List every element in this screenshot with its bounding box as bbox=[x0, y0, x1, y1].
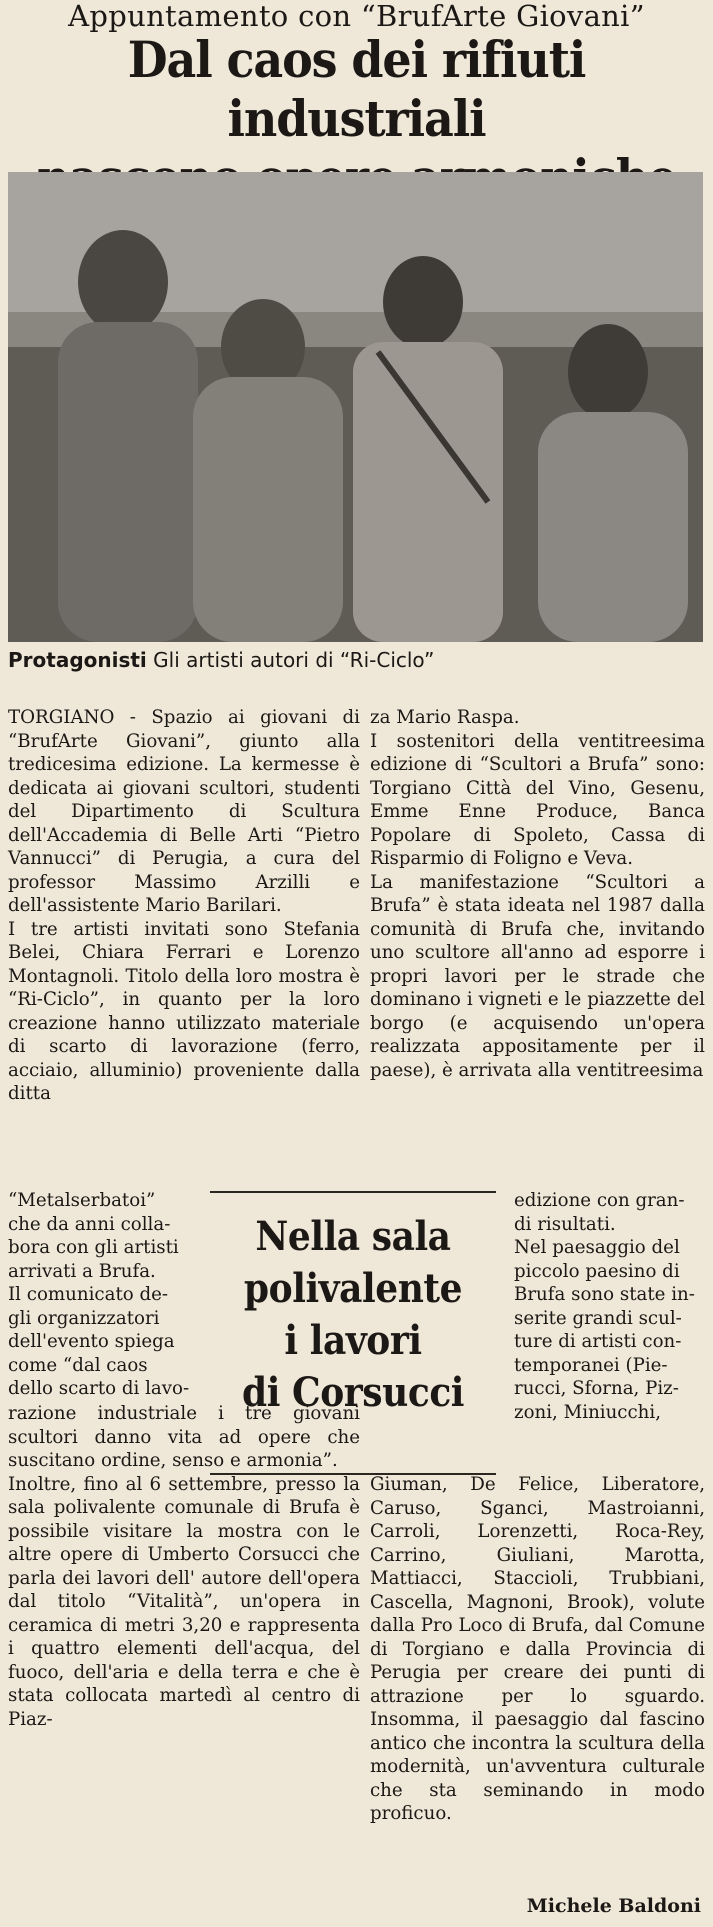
box-title bbox=[224, 1211, 481, 1419]
paragraph: razione industriale i tre giovani scultori danno vita ad opere che suscitano ordine, senso e armonia”. bbox=[8, 1403, 360, 1471]
text-line: Nel paesaggio del bbox=[514, 1237, 680, 1258]
paragraph: Giuman, De Felice, Liberatore, Caruso, Sganci, Mastroianni, Carroli, Lorenzetti, Roca-Rey, Carrino, Giuliani, Marotta, Mattiacci, Staccioli, Trubbiani, Cascella, Magnoni, Brook), volute dalla Pro Loco di Brufa, dal Comune di Torgiano e dalla Provincia di Perugia per creare dei punti di attrazione per lo sguardo. Insomma, il paesaggio dal fascino antico che incontra la scultura della modernità, un'avventura culturale che sta seminando in modo proficuo. bbox=[370, 1474, 705, 1824]
paragraph: TORGIANO - Spazio ai giovani di “BrufArte Giovani”, giunto alla tredicesima edizione. La kermesse è dedicata ai giovani scultori, studenti del Dipartimento di Scultura dell'Accademia di Belle Arti “Pietro Vannucci” di Perugia, a cura del professor Massimo Arzilli e dell'assistente Mario Barilari. bbox=[8, 707, 360, 916]
caption-label: Protagonisti bbox=[8, 648, 147, 672]
box-title-line: Nella sala bbox=[255, 1213, 451, 1260]
headline-line-1: Dal caos dei rifiuti industriali bbox=[127, 30, 586, 148]
text-line: Il comunicato de- bbox=[8, 1284, 169, 1305]
text-line: edizione con gran- bbox=[514, 1190, 685, 1211]
paragraph: I sostenitori della ventitreesima edizione di “Scultori a Brufa” sono: Torgiano Città del Vino, Gesenu, Emme Enne Produce, Banca Popolare di Spoleto, Cassa di Risparmio di Foligno e Veva. bbox=[370, 730, 705, 869]
paragraph: Inoltre, fino al 6 settembre, presso la sala polivalente comunale di Brufa è possibile visitare la mostra con le altre opere di Umberto Corsucci che parla dei lavori dell' autore dell'opera dal titolo “Vitalità”, un'opera in ceramica di metri 3,20 e rappresenta i quattro elementi dell'acqua, del fuoco, dell'aria e della terra e che è stata collocata martedì al centro di Piaz- bbox=[8, 1473, 360, 1730]
pull-box bbox=[210, 1191, 496, 1475]
author-signature: Michele Baldoni bbox=[526, 1895, 701, 1917]
text-line: che da anni colla- bbox=[8, 1213, 171, 1235]
text-line: dello scarto di lavo- bbox=[8, 1378, 190, 1399]
box-title-line: i lavori bbox=[284, 1317, 422, 1364]
text-line: arrivati a Brufa. bbox=[8, 1260, 156, 1282]
box-title-line: di Corsucci bbox=[241, 1369, 465, 1416]
photo-caption bbox=[8, 647, 703, 673]
text-line: di risultati. bbox=[514, 1213, 616, 1235]
right-narrow-column bbox=[514, 1189, 706, 1424]
text-line: gli organizzatori bbox=[8, 1307, 160, 1329]
text-line: dell'evento spiega bbox=[8, 1331, 175, 1352]
article-photo bbox=[8, 172, 703, 642]
text-line: ture di artisti con- bbox=[514, 1331, 682, 1352]
right-column-bottom bbox=[370, 1473, 705, 1826]
text-line: piccolo paesino di bbox=[514, 1260, 680, 1282]
box-title-line: polivalente bbox=[243, 1265, 463, 1312]
text-line: “Metalserbatoi” bbox=[8, 1190, 156, 1211]
right-column bbox=[370, 706, 705, 1082]
paragraph: za Mario Raspa. bbox=[370, 707, 520, 728]
caption-text: Gli artisti autori di “Ri-Ciclo” bbox=[146, 648, 435, 672]
text-line: serite grandi scul- bbox=[514, 1307, 682, 1329]
text-line: bora con gli artisti bbox=[8, 1237, 179, 1258]
left-narrow-column bbox=[8, 1189, 208, 1401]
text-line: zoni, Miniucchi, bbox=[514, 1401, 661, 1423]
kicker: Appuntamento con “BrufArte Giovani” bbox=[68, 0, 645, 33]
left-column bbox=[8, 706, 360, 1104]
text-line: Brufa sono state in- bbox=[514, 1284, 695, 1305]
text-line: temporanei (Pie- bbox=[514, 1354, 668, 1376]
text-line: rucci, Sforna, Piz- bbox=[514, 1378, 679, 1399]
paragraph: La manifestazione “Scultori a Brufa” è stata ideata nel 1987 dalla comunità di Brufa che, invitando uno scultore all'anno ad esporre i propri lavori per le strade che dominano i vigneti e le piazzette del borgo (e acquisendo un'opera realizzata appositamente per il paese), è arrivata alla ventitreesima bbox=[370, 871, 705, 1081]
paragraph: I tre artisti invitati sono Stefania Belei, Chiara Ferrari e Lorenzo Montagnoli. Titolo della loro mostra è “Ri-Ciclo”, in quanto per la loro creazione hanno utilizzato materiale di scarto di lavorazione (ferro, acciaio, alluminio) proveniente dalla ditta bbox=[8, 918, 360, 1104]
text-line: come “dal caos bbox=[8, 1354, 148, 1376]
